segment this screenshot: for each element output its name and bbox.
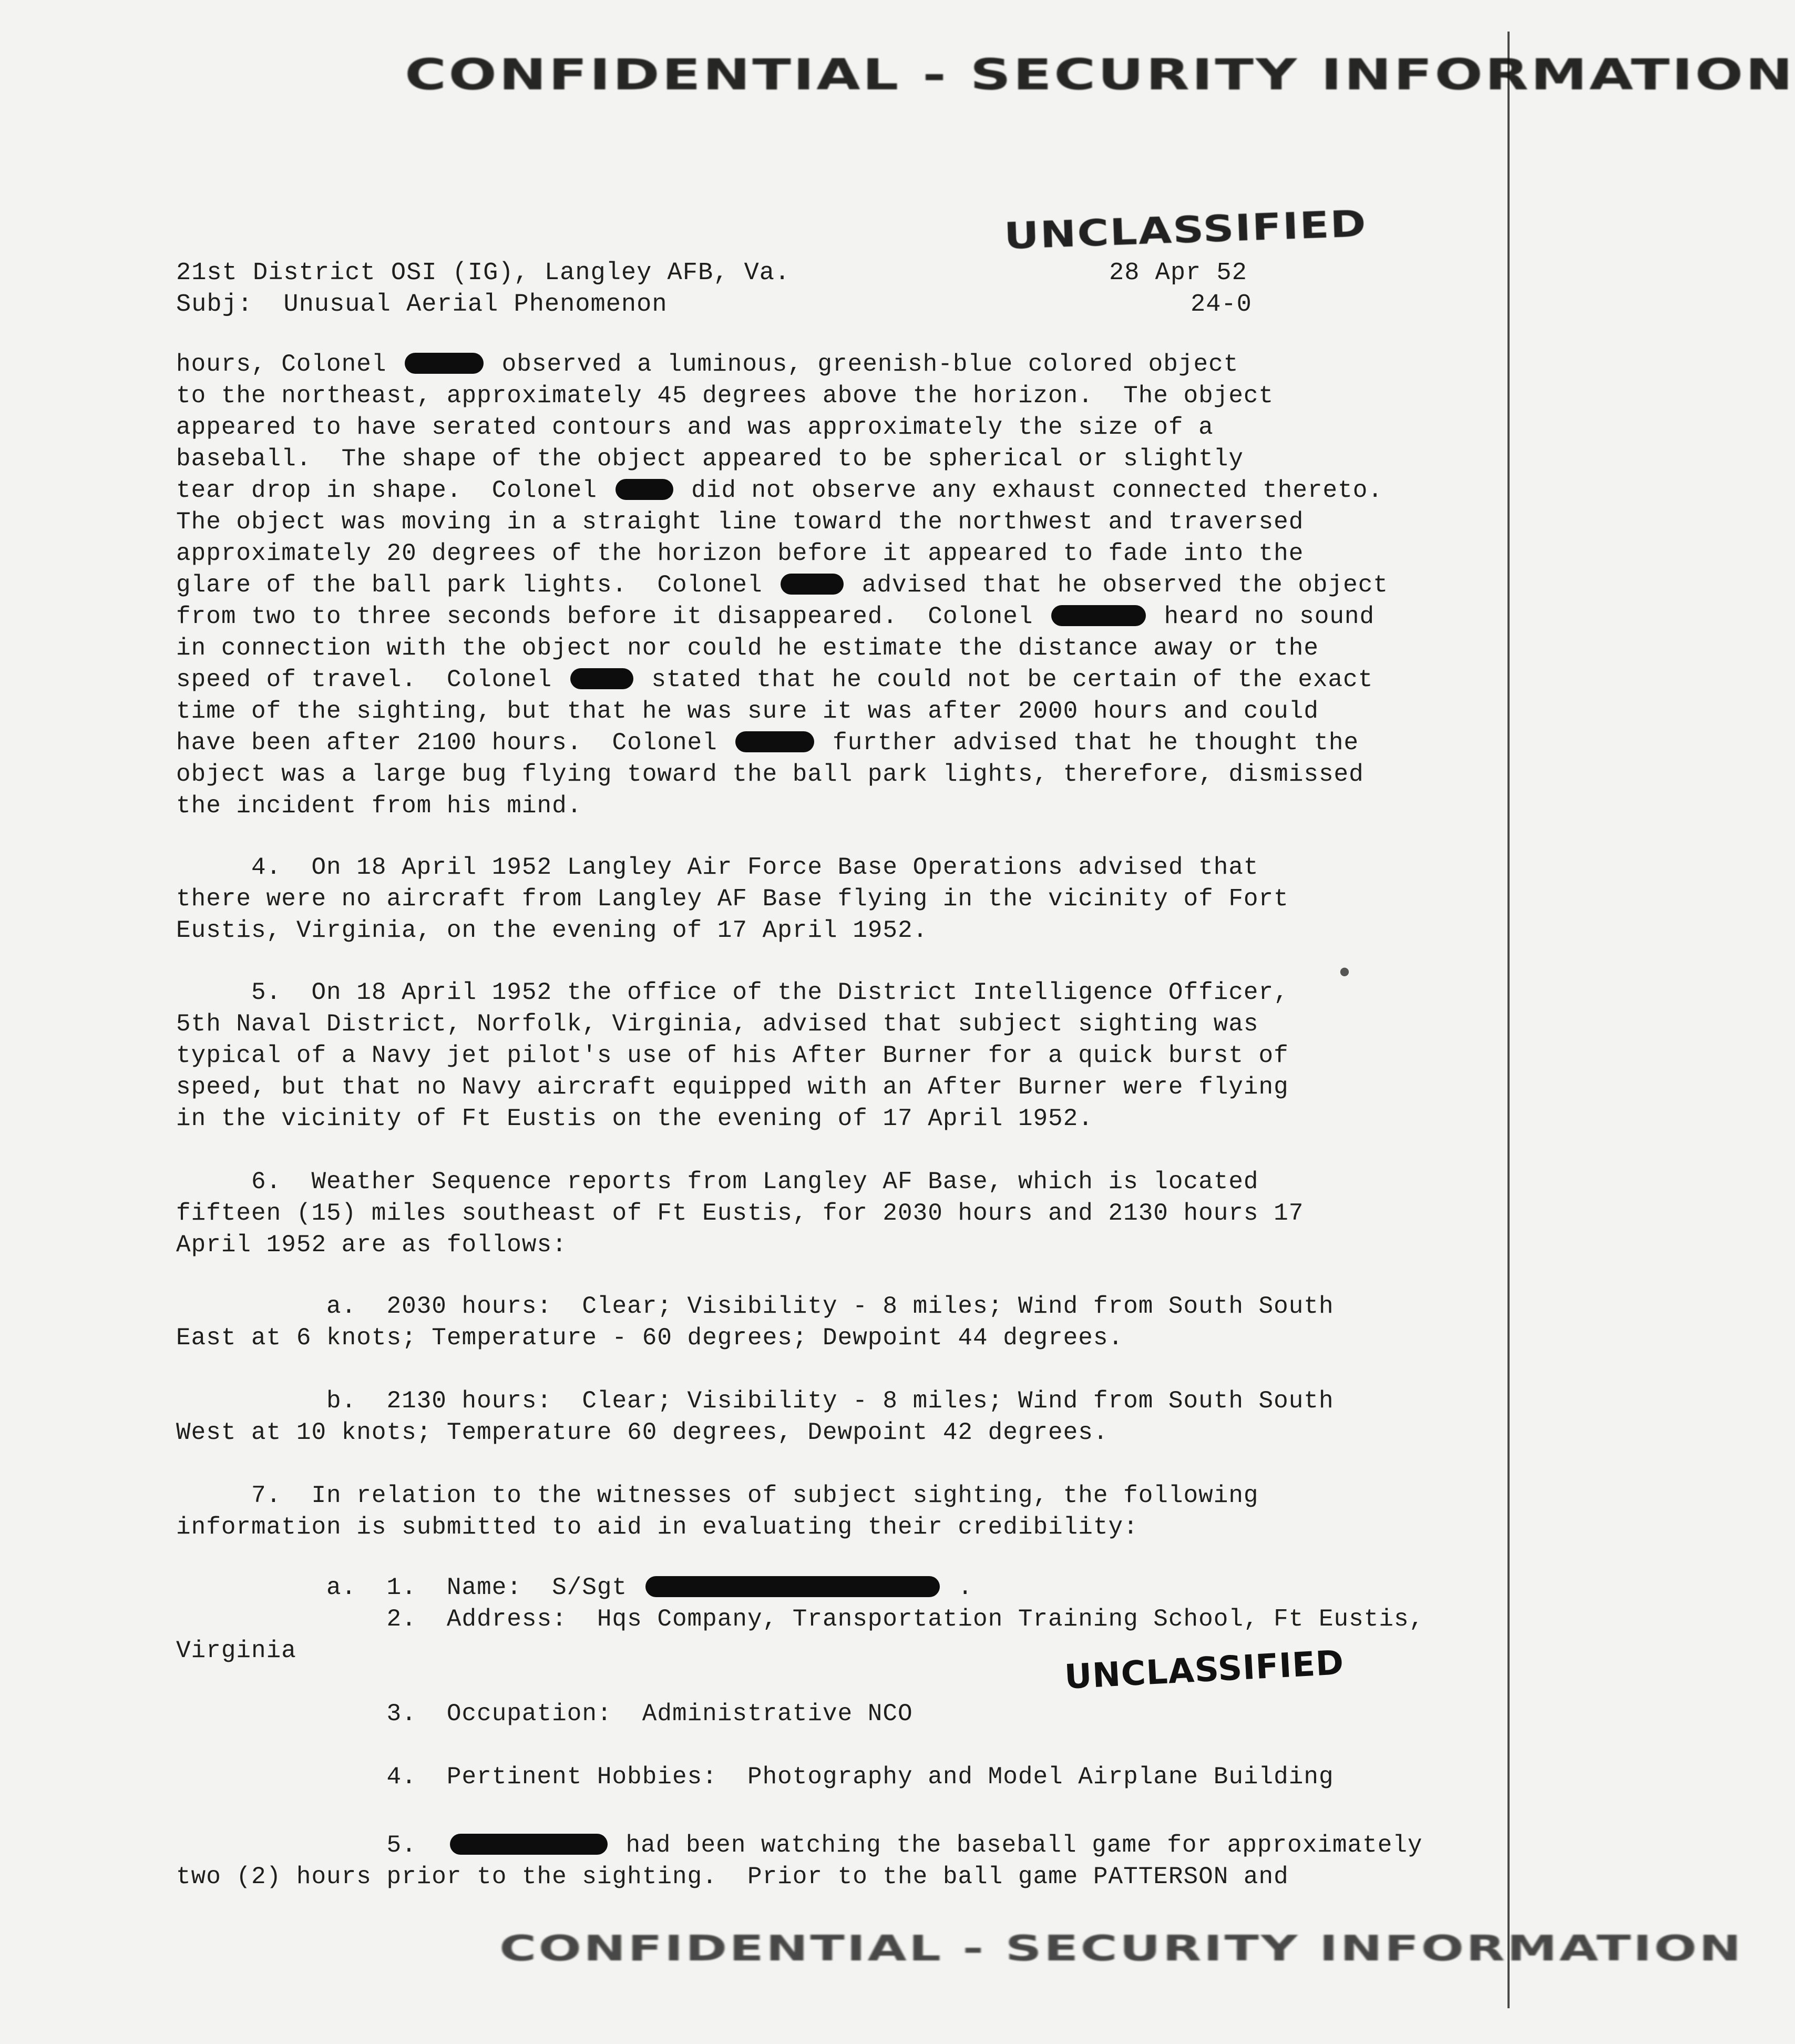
witness-name: a. 1. Name: S/Sgt . (176, 1574, 973, 1601)
text-line: hours, Colonel observed a luminous, greenish-blue colored object (176, 351, 1239, 378)
text-line: in connection with the object nor could he estimate the distance away or the (176, 635, 1319, 662)
classification-stamp-bottom: CONFIDENTIAL - SECURITY INFORMATION (499, 1927, 1743, 1969)
paragraph-5-line: speed, but that no Navy aircraft equipped with an After Burner were flying (176, 1074, 1289, 1101)
stray-mark: • (1335, 957, 1355, 993)
witness-occupation: 3. Occupation: Administrative NCO (176, 1700, 913, 1728)
text-line: have been after 2100 hours. Colonel further advised that he thought the (176, 729, 1359, 757)
text-line: baseball. The shape of the object appeared to be spherical or slightly (176, 445, 1244, 473)
unclassified-stamp-top: UNCLASSIFIED (1003, 202, 1368, 258)
redaction-mark (735, 731, 814, 752)
redaction-mark (616, 479, 673, 500)
witness-statement-cont: two (2) hours prior to the sighting. Prior to the ball game PATTERSON and (176, 1863, 1289, 1890)
header-office: 21st District OSI (IG), Langley AFB, Va. (176, 259, 791, 287)
paragraph-4-line: Eustis, Virginia, on the evening of 17 April 1952. (176, 917, 928, 944)
redaction-mark (645, 1576, 940, 1597)
weather-item-a: a. 2030 hours: Clear; Visibility - 8 miles; Wind from South South (176, 1293, 1334, 1320)
redaction-mark (1051, 605, 1146, 626)
redaction-mark (781, 574, 844, 595)
paragraph-5-line: 5. On 18 April 1952 the office of the District Intelligence Officer, (176, 979, 1289, 1006)
witness-hobbies: 4. Pertinent Hobbies: Photography and Model Airplane Building (176, 1763, 1334, 1791)
redaction-mark (450, 1834, 608, 1855)
redaction-mark (405, 353, 484, 374)
paragraph-6-line: 6. Weather Sequence reports from Langley AF Base, which is located (176, 1168, 1259, 1195)
text-line: object was a large bug flying toward the ball park lights, therefore, dismissed (176, 761, 1364, 788)
paragraph-6-line: April 1952 are as follows: (176, 1231, 567, 1259)
header-subject: Subj: Unusual Aerial Phenomenon (176, 291, 668, 319)
witness-address-cont: Virginia (176, 1637, 296, 1664)
paragraph-5-line: in the vicinity of Ft Eustis on the evening of 17 April 1952. (176, 1105, 1093, 1132)
weather-item-b: West at 10 knots; Temperature 60 degrees, Dewpoint 42 degrees. (176, 1419, 1109, 1446)
text-line: approximately 20 degrees of the horizon before it appeared to fade into the (176, 540, 1304, 567)
text-line: speed of travel. Colonel stated that he could not be certain of the exact (176, 666, 1373, 693)
witness-statement: 5. had been watching the baseball game for approximately (176, 1832, 1423, 1859)
paragraph-6-line: fifteen (15) miles southeast of Ft Eustis, for 2030 hours and 2130 hours 17 (176, 1200, 1304, 1227)
text-line: appeared to have serated contours and was approximately the size of a (176, 414, 1214, 441)
header-file-number: 24-0 (1191, 291, 1252, 319)
paragraph-4-line: 4. On 18 April 1952 Langley Air Force Base Operations advised that (176, 854, 1259, 881)
weather-item-a: East at 6 knots; Temperature - 60 degrees; Dewpoint 44 degrees. (176, 1324, 1124, 1352)
text-line: from two to three seconds before it disappeared. Colonel heard no sound (176, 603, 1375, 630)
paragraph-5-line: 5th Naval District, Norfolk, Virginia, advised that subject sighting was (176, 1010, 1259, 1038)
text-line: glare of the ball park lights. Colonel advised that he observed the object (176, 571, 1388, 599)
text-line: The object was moving in a straight line toward the northwest and traversed (176, 508, 1304, 536)
unclassified-stamp-mid: UNCLASSIFIED (1063, 1643, 1345, 1697)
page-edge-line (1507, 32, 1510, 2008)
redaction-mark (570, 668, 633, 689)
text-line: to the northeast, approximately 45 degrees above the horizon. The object (176, 382, 1274, 410)
paragraph-5-line: typical of a Navy jet pilot's use of his After Burner for a quick burst of (176, 1042, 1289, 1069)
witness-address: 2. Address: Hqs Company, Transportation Training School, Ft Eustis, (176, 1606, 1424, 1633)
classification-stamp-top: CONFIDENTIAL - SECURITY INFORMATION (405, 50, 1795, 100)
paragraph-7-line: information is submitted to aid in evaluating their credibility: (176, 1514, 1138, 1541)
paragraph-4-line: there were no aircraft from Langley AF Base flying in the vicinity of Fort (176, 885, 1289, 913)
text-line: time of the sighting, but that he was sure it was after 2000 hours and could (176, 698, 1319, 725)
text-line: the incident from his mind. (176, 792, 582, 820)
header-date: 28 Apr 52 (1109, 259, 1247, 287)
weather-item-b: b. 2130 hours: Clear; Visibility - 8 miles; Wind from South South (176, 1387, 1334, 1415)
paragraph-7-line: 7. In relation to the witnesses of subject sighting, the following (176, 1482, 1259, 1509)
text-line: tear drop in shape. Colonel did not observe any exhaust connected thereto. (176, 477, 1383, 504)
